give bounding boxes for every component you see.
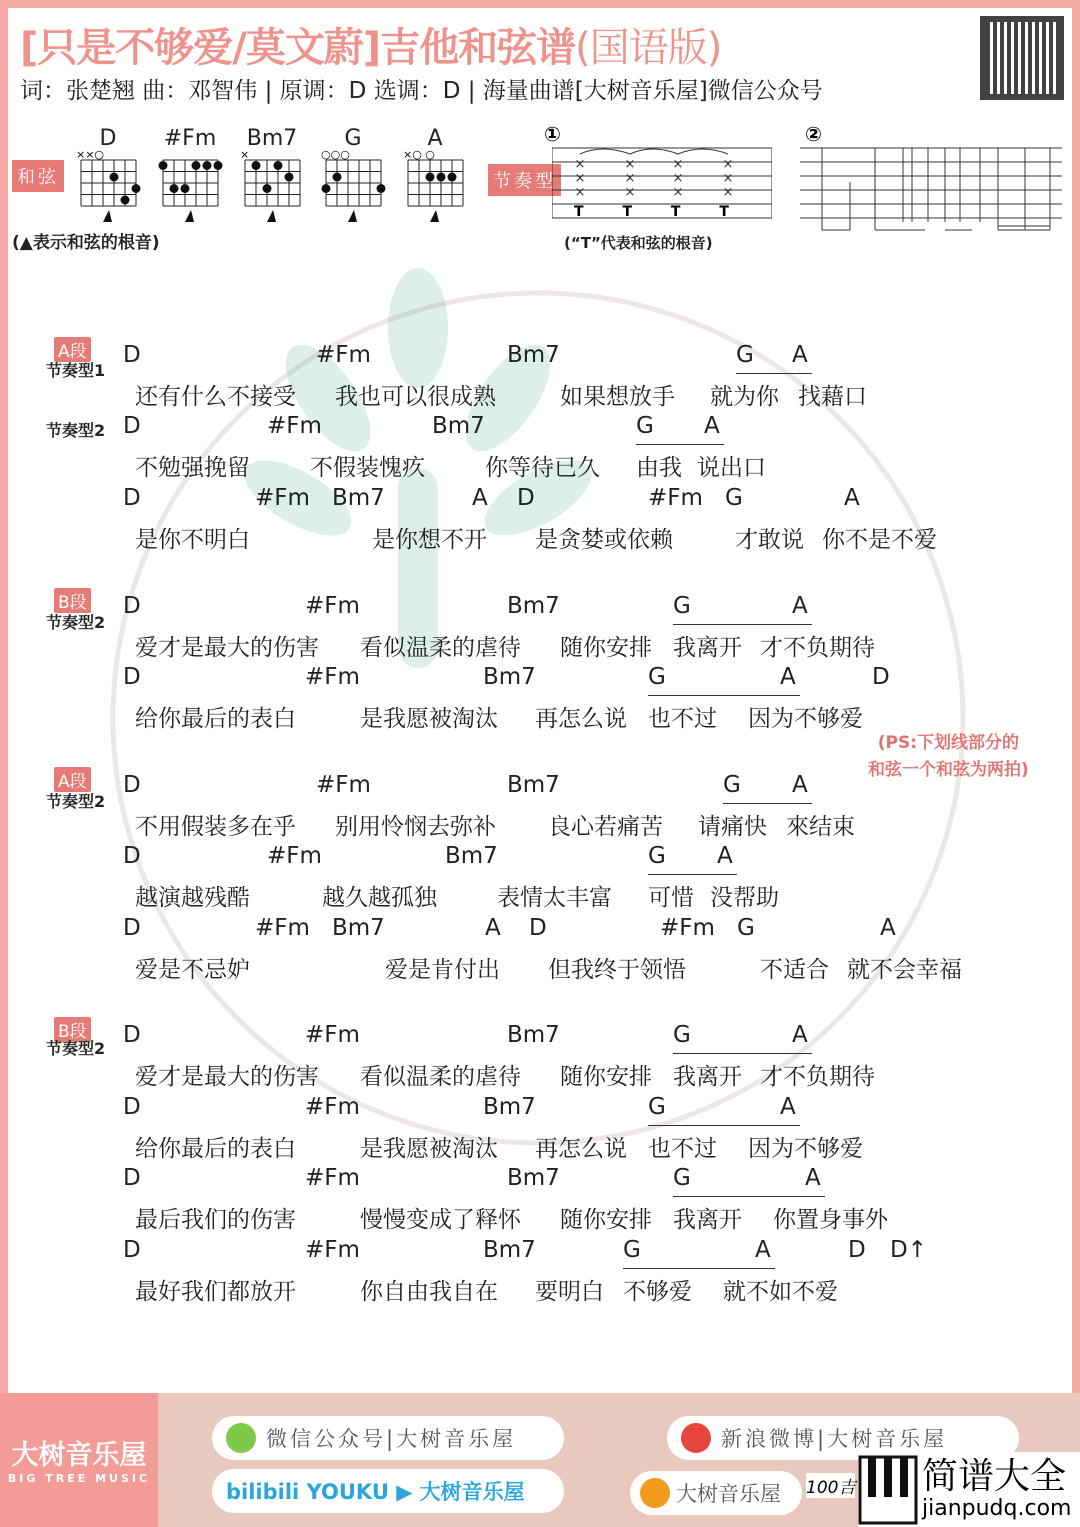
chord-label: Bm7 xyxy=(507,1022,560,1048)
lyric-phrase: 随你安排 xyxy=(560,635,652,661)
footer-logo: 大树音乐屋 BIG TREE MUSIC xyxy=(0,1393,158,1527)
chord-label: D xyxy=(123,1237,141,1263)
svg-text:×: × xyxy=(672,185,684,200)
chord-label: #Fm xyxy=(305,593,360,619)
svg-text:×: × xyxy=(624,171,636,186)
chord-name-a: A xyxy=(427,126,443,151)
lyric-phrase: 是我愿被淘汰 xyxy=(360,1136,498,1162)
chord-label: Bm7 xyxy=(432,413,485,439)
chord-label: #Fm xyxy=(305,1237,360,1263)
lyric-phrase: 就不会幸福 xyxy=(847,957,962,983)
lyric-phrase: 由我 xyxy=(636,455,682,481)
section-rhythm-2: 节奏型2 xyxy=(46,421,106,440)
two-beat-underline xyxy=(723,803,812,804)
svg-text:×: × xyxy=(672,171,684,186)
chord-label: G xyxy=(673,1165,691,1191)
chord-label: #Fm xyxy=(305,1165,360,1191)
chord-name-d: D xyxy=(99,126,117,151)
chord-diagram xyxy=(240,148,310,228)
chord-label: D xyxy=(123,664,141,690)
lyric-phrase: 爱才是最大的伤害 xyxy=(135,635,319,661)
lyric-phrase: 不勉强挽留 xyxy=(135,455,250,481)
lyric-phrase: 给你最后的表白 xyxy=(135,1136,296,1162)
lyric-phrase: 來结束 xyxy=(786,814,855,840)
chord-label: A xyxy=(792,772,808,798)
chords-tag: 和弦 xyxy=(12,160,64,192)
pattern-2-label: ② xyxy=(805,122,822,146)
lyric-phrase: 最好我们都放开 xyxy=(135,1279,296,1305)
weibo-icon xyxy=(681,1423,711,1453)
lyric-phrase: 你不是不爱 xyxy=(822,527,937,553)
svg-text:×: × xyxy=(722,157,734,172)
lyric-phrase: 慢慢变成了释怀 xyxy=(360,1207,521,1233)
chord-label: Bm7 xyxy=(507,593,560,619)
lyric-phrase: 不够爱 xyxy=(623,1279,692,1305)
two-beat-underline xyxy=(648,695,800,696)
lyric-phrase: 找藉口 xyxy=(798,384,867,410)
lyric-phrase: 给你最后的表白 xyxy=(135,706,296,732)
root-t-marks: T T T T xyxy=(574,204,729,220)
lyric-phrase: 说出口 xyxy=(697,455,766,481)
lyric-phrase: 我离开 xyxy=(673,635,742,661)
weibo-link[interactable]: 新浪微博|大树音乐屋 xyxy=(667,1416,1019,1460)
root-note-legend: (▲表示和弦的根音) xyxy=(12,233,160,253)
video-links[interactable]: bilibili YOUKU ▶ 大树音乐屋 xyxy=(212,1469,564,1513)
lyric-phrase: 是我愿被淘汰 xyxy=(360,706,498,732)
rhythm-pattern-2 xyxy=(800,142,1062,232)
two-beat-underline xyxy=(636,444,724,445)
chord-name-g: G xyxy=(344,126,362,151)
wechat-icon xyxy=(226,1423,256,1453)
jianpu-title: 简谱大全 xyxy=(922,1456,1067,1497)
chord-label: G xyxy=(673,1022,691,1048)
section-label: B段 xyxy=(54,588,91,613)
chord-label: A xyxy=(717,843,733,869)
chord-label: D xyxy=(123,1094,141,1120)
two-beat-underline xyxy=(673,1196,825,1197)
chord-label: G xyxy=(623,1237,641,1263)
chord-label: G xyxy=(736,342,754,368)
svg-text:×: × xyxy=(722,185,734,200)
piano-icon xyxy=(858,1455,918,1525)
pattern-1-label: ① xyxy=(544,122,561,146)
lyric-phrase: 也不过 xyxy=(648,706,717,732)
chord-label: D xyxy=(123,485,141,511)
svg-text:×: × xyxy=(672,157,684,172)
lyric-phrase: 再怎么说 xyxy=(535,706,627,732)
lyric-phrase: 是你想不开 xyxy=(372,527,487,553)
lyric-phrase: 爱是肯付出 xyxy=(385,957,500,983)
chord-label: #Fm xyxy=(316,342,371,368)
lyric-phrase: 也不过 xyxy=(648,1136,717,1162)
chord-label: D xyxy=(123,843,141,869)
taobao-link[interactable]: 大树音乐屋 xyxy=(630,1471,802,1515)
lyric-phrase: 是你不明白 xyxy=(135,527,250,553)
lyric-phrase: 就不如不爱 xyxy=(723,1279,838,1305)
section-label: A段 xyxy=(54,767,91,792)
lyric-phrase: 才敢说 xyxy=(735,527,804,553)
lyric-phrase: 我离开 xyxy=(673,1064,742,1090)
qr-code xyxy=(980,16,1064,100)
chord-label: A xyxy=(792,593,808,619)
lyric-phrase: 还有什么不接受 xyxy=(135,384,296,410)
overlay-text: 100吉 xyxy=(806,1473,855,1498)
lyric-phrase: 良心若痛苦 xyxy=(548,814,663,840)
chord-label: #Fm xyxy=(267,843,322,869)
jianpu-badge[interactable] xyxy=(858,1452,1080,1527)
chord-label: A xyxy=(704,413,720,439)
svg-text:××○: ××○ xyxy=(76,148,105,161)
section-label: B段 xyxy=(54,1017,91,1042)
chord-label: Bm7 xyxy=(483,1094,536,1120)
chord-label: #Fm xyxy=(305,1022,360,1048)
chord-label: D xyxy=(123,1022,141,1048)
svg-text:×: × xyxy=(722,171,734,186)
chord-label: D xyxy=(123,772,141,798)
rhythm-pattern-1 xyxy=(552,144,772,234)
chord-label: D↑ xyxy=(890,1237,927,1263)
lyric-phrase: 请痛快 xyxy=(698,814,767,840)
lyric-phrase: 随你安排 xyxy=(560,1064,652,1090)
chord-label: A xyxy=(805,1165,821,1191)
lyric-phrase: 你自由我自在 xyxy=(360,1279,498,1305)
chord-label: #Fm xyxy=(648,485,703,511)
page-title: [只是不够爱/莫文蔚]吉他和弦谱(国语版) xyxy=(20,25,722,71)
svg-text:×: × xyxy=(574,185,586,200)
svg-text:×: × xyxy=(574,171,586,186)
t-legend: (“T”代表和弦的根音) xyxy=(564,234,713,252)
chord-diagram xyxy=(403,148,473,228)
lyric-phrase: 再怎么说 xyxy=(535,1136,627,1162)
chord-label: G xyxy=(725,485,743,511)
lyric-phrase: 越演越残酷 xyxy=(135,885,250,911)
chord-label: A xyxy=(780,1094,796,1120)
chord-label: #Fm xyxy=(267,413,322,439)
chord-label: Bm7 xyxy=(445,843,498,869)
chord-label: G xyxy=(723,772,741,798)
section-rhythm: 节奏型2 xyxy=(46,613,106,632)
section-rhythm: 节奏型2 xyxy=(46,1039,106,1058)
lyric-phrase: 别用怜悯去弥补 xyxy=(335,814,496,840)
chord-label: D xyxy=(848,1237,866,1263)
two-beat-underline xyxy=(623,1268,775,1269)
chord-label: G xyxy=(737,915,755,941)
lyric-phrase: 要明白 xyxy=(535,1279,604,1305)
lyric-phrase: 因为不够爱 xyxy=(748,1136,863,1162)
lyric-phrase: 爱才是最大的伤害 xyxy=(135,1064,319,1090)
chord-label: A xyxy=(780,664,796,690)
wechat-link[interactable]: 微信公众号|大树音乐屋 xyxy=(212,1416,564,1460)
chord-label: D xyxy=(123,915,141,941)
chord-label: Bm7 xyxy=(332,485,385,511)
lyric-phrase: 不用假装多在乎 xyxy=(135,814,296,840)
svg-text:×: × xyxy=(624,185,636,200)
chord-label: #Fm xyxy=(255,915,310,941)
chord-label: Bm7 xyxy=(332,915,385,941)
chord-label: D xyxy=(123,593,141,619)
svg-text:×: × xyxy=(624,157,636,172)
two-beat-underline xyxy=(648,1125,800,1126)
section-rhythm: 节奏型2 xyxy=(46,792,106,811)
svg-text:○○○: ○○○ xyxy=(321,148,350,161)
lyric-phrase: 不假装愧疚 xyxy=(310,455,425,481)
chord-diagram xyxy=(321,148,391,228)
two-beat-underline xyxy=(648,874,737,875)
lyric-phrase: 才不负期待 xyxy=(760,1064,875,1090)
lyric-phrase: 你置身事外 xyxy=(773,1207,888,1233)
lyric-phrase: 看似温柔的虐待 xyxy=(360,1064,521,1090)
song-meta: 词：张楚翘 曲：邓智伟 | 原调：D 选调：D | 海量曲谱[大树音乐屋]微信公众号 xyxy=(20,78,823,104)
jianpu-url: jianpudq.com xyxy=(922,1496,1072,1521)
lyric-phrase: 最后我们的伤害 xyxy=(135,1207,296,1233)
chord-label: Bm7 xyxy=(483,664,536,690)
lyric-phrase: 越久越孤独 xyxy=(322,885,437,911)
lyric-phrase: 随你安排 xyxy=(560,1207,652,1233)
chord-label: A xyxy=(844,485,860,511)
lyric-phrase: 但我终于领悟 xyxy=(548,957,686,983)
chord-diagram xyxy=(158,148,228,228)
chord-label: Bm7 xyxy=(507,342,560,368)
rhythm-tag: 节奏型 xyxy=(488,164,561,196)
chord-label: D xyxy=(529,915,547,941)
chord-label: G xyxy=(648,1094,666,1120)
chord-label: G xyxy=(648,843,666,869)
chord-label: D xyxy=(123,1165,141,1191)
lyric-phrase: 你等待已久 xyxy=(485,455,600,481)
chord-label: A xyxy=(755,1237,771,1263)
lyric-phrase: 才不负期待 xyxy=(760,635,875,661)
two-beat-underline xyxy=(673,624,812,625)
svg-text:×: × xyxy=(240,148,250,161)
chord-label: A xyxy=(485,915,501,941)
svg-text:×○ ○: ×○ ○ xyxy=(403,148,435,161)
svg-text:×: × xyxy=(574,157,586,172)
chord-label: A xyxy=(792,1022,808,1048)
chord-name-sharp-fm: #Fm xyxy=(163,126,217,151)
lyric-phrase: 因为不够爱 xyxy=(748,706,863,732)
chord-label: G xyxy=(648,664,666,690)
lyric-phrase: 如果想放手 xyxy=(560,384,675,410)
lyric-phrase: 就为你 xyxy=(710,384,779,410)
chord-name-bm7: Bm7 xyxy=(246,126,298,151)
chord-label: #Fm xyxy=(255,485,310,511)
chord-label: Bm7 xyxy=(507,772,560,798)
chord-label: A xyxy=(880,915,896,941)
chord-diagram xyxy=(76,148,146,228)
chord-label: G xyxy=(636,413,654,439)
lyric-phrase: 爱是不忌妒 xyxy=(135,957,250,983)
chord-label: #Fm xyxy=(305,1094,360,1120)
lyric-phrase: 是贪婪或依赖 xyxy=(535,527,673,553)
lyric-phrase: 不适合 xyxy=(760,957,829,983)
two-beat-underline xyxy=(673,1053,812,1054)
chord-label: D xyxy=(123,413,141,439)
chord-label: G xyxy=(673,593,691,619)
lyric-phrase: 我也可以很成熟 xyxy=(335,384,496,410)
section-rhythm: 节奏型1 xyxy=(46,361,106,380)
chord-label: D xyxy=(517,485,535,511)
chord-label: #Fm xyxy=(316,772,371,798)
chord-label: A xyxy=(792,342,808,368)
lyric-phrase: 看似温柔的虐待 xyxy=(360,635,521,661)
ps-note: (PS:下划线部分的 和弦一个和弦为两拍) xyxy=(868,733,1029,780)
chord-label: A xyxy=(472,485,488,511)
chord-label: Bm7 xyxy=(483,1237,536,1263)
lyric-phrase: 表情太丰富 xyxy=(497,885,612,911)
chord-label: D xyxy=(123,342,141,368)
chord-label: D xyxy=(872,664,890,690)
chord-sheet xyxy=(8,8,1072,1393)
two-beat-underline xyxy=(736,373,812,374)
chord-label: #Fm xyxy=(305,664,360,690)
chord-label: Bm7 xyxy=(507,1165,560,1191)
taobao-icon xyxy=(640,1478,670,1508)
section-label: A段 xyxy=(54,337,91,362)
lyric-phrase: 我离开 xyxy=(673,1207,742,1233)
chord-label: #Fm xyxy=(660,915,715,941)
lyric-phrase: 可惜 xyxy=(648,885,694,911)
lyric-phrase: 没帮助 xyxy=(710,885,779,911)
